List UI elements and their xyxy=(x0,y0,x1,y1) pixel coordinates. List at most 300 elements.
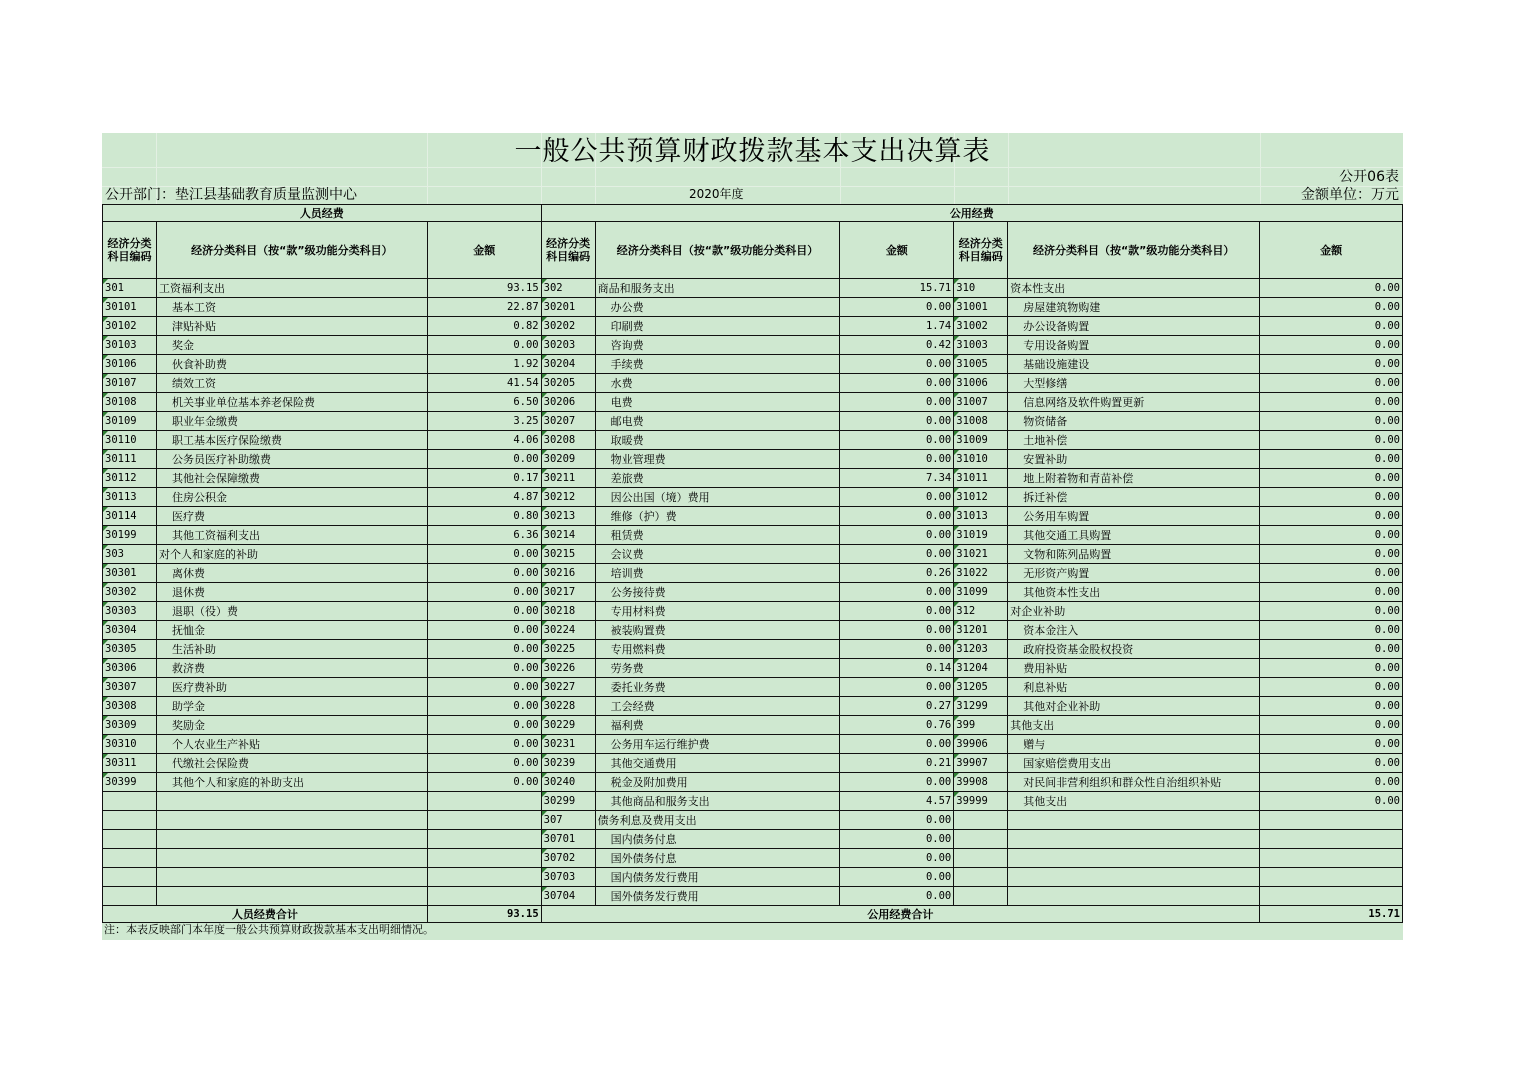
cell-name: 因公出国（境）费用 xyxy=(595,488,840,507)
table-row xyxy=(103,298,1403,317)
cell-name: 福利费 xyxy=(595,716,840,735)
cell-name: 奖励金 xyxy=(156,716,427,735)
cell-amount: 0.00 xyxy=(1260,336,1403,355)
cell-amount: 0.00 xyxy=(840,640,954,659)
cell-code: 30106 xyxy=(103,355,157,374)
cell-amount xyxy=(427,830,541,849)
cell-amount: 0.00 xyxy=(1260,621,1403,640)
cell-amount: 22.87 xyxy=(427,298,541,317)
cell-amount: 0.00 xyxy=(840,526,954,545)
cell-code xyxy=(954,811,1008,830)
cell-name: 国内债务发行费用 xyxy=(595,868,840,887)
cell-name: 无形资产购置 xyxy=(1008,564,1260,583)
cell-name: 抚恤金 xyxy=(156,621,427,640)
cell-code: 30224 xyxy=(541,621,595,640)
cell-name: 对个人和家庭的补助 xyxy=(156,545,427,564)
cell-amount: 0.00 xyxy=(1260,754,1403,773)
cell-name: 代缴社会保险费 xyxy=(156,754,427,773)
cell-code: 31008 xyxy=(954,412,1008,431)
cell-name xyxy=(156,811,427,830)
cell-amount: 0.00 xyxy=(1260,317,1403,336)
cell-code: 30239 xyxy=(541,754,595,773)
cell-name: 住房公积金 xyxy=(156,488,427,507)
cell-amount: 0.00 xyxy=(840,887,954,906)
cell-name: 物业管理费 xyxy=(595,450,840,469)
cell-amount: 0.00 xyxy=(840,602,954,621)
cell-amount: 0.00 xyxy=(840,868,954,887)
table-row xyxy=(103,735,1403,754)
cell-code: 30228 xyxy=(541,697,595,716)
cell-code xyxy=(954,849,1008,868)
cell-code: 31003 xyxy=(954,336,1008,355)
table-row xyxy=(103,336,1403,355)
table-row xyxy=(103,659,1403,678)
cell-amount: 0.00 xyxy=(427,621,541,640)
cell-amount: 0.00 xyxy=(1260,412,1403,431)
cell-amount: 0.80 xyxy=(427,507,541,526)
header-code: 经济分类科目编码 xyxy=(954,222,1008,279)
cell-code: 30101 xyxy=(103,298,157,317)
cell-code: 30227 xyxy=(541,678,595,697)
cell-amount: 0.00 xyxy=(840,488,954,507)
cell-amount: 0.17 xyxy=(427,469,541,488)
cell-code: 302 xyxy=(541,279,595,298)
cell-code: 30209 xyxy=(541,450,595,469)
cell-code: 31006 xyxy=(954,374,1008,393)
cell-code: 30299 xyxy=(541,792,595,811)
cell-name: 津贴补贴 xyxy=(156,317,427,336)
cell-name xyxy=(156,887,427,906)
cell-amount: 0.00 xyxy=(427,678,541,697)
cell-name: 土地补偿 xyxy=(1008,431,1260,450)
cell-amount: 0.00 xyxy=(1260,697,1403,716)
cell-code: 30109 xyxy=(103,412,157,431)
cell-amount: 0.00 xyxy=(1260,792,1403,811)
cell-name xyxy=(156,792,427,811)
cell-code: 30701 xyxy=(541,830,595,849)
cell-name: 培训费 xyxy=(595,564,840,583)
cell-name: 离休费 xyxy=(156,564,427,583)
cell-amount: 7.34 xyxy=(840,469,954,488)
cell-name: 其他支出 xyxy=(1008,792,1260,811)
table-row xyxy=(103,412,1403,431)
header-name: 经济分类科目（按“款”级功能分类科目） xyxy=(156,222,427,279)
cell-name: 工会经费 xyxy=(595,697,840,716)
personnel-total-amount: 93.15 xyxy=(427,906,541,923)
table-row xyxy=(103,545,1403,564)
cell-name: 其他个人和家庭的补助支出 xyxy=(156,773,427,792)
fiscal-year: 2020年度 xyxy=(689,187,744,201)
cell-amount: 0.76 xyxy=(840,716,954,735)
cell-code: 30226 xyxy=(541,659,595,678)
cell-amount: 0.00 xyxy=(427,545,541,564)
cell-code: 31201 xyxy=(954,621,1008,640)
cell-amount: 0.00 xyxy=(1260,355,1403,374)
table-row xyxy=(103,526,1403,545)
cell-amount: 0.00 xyxy=(1260,507,1403,526)
cell-amount: 0.00 xyxy=(840,545,954,564)
cell-amount: 0.00 xyxy=(1260,393,1403,412)
cell-amount: 0.00 xyxy=(840,621,954,640)
cell-name: 伙食补助费 xyxy=(156,355,427,374)
cell-code: 31204 xyxy=(954,659,1008,678)
cell-amount: 0.00 xyxy=(427,564,541,583)
cell-code: 30206 xyxy=(541,393,595,412)
cell-amount: 0.21 xyxy=(840,754,954,773)
cell-name: 医疗费补助 xyxy=(156,678,427,697)
cell-name xyxy=(1008,887,1260,906)
amount-unit: 金额单位：万元 xyxy=(1301,187,1399,203)
cell-amount: 15.71 xyxy=(840,279,954,298)
cell-name xyxy=(156,868,427,887)
cell-name: 办公设备购置 xyxy=(1008,317,1260,336)
cell-name: 退职（役）费 xyxy=(156,602,427,621)
cell-code: 30703 xyxy=(541,868,595,887)
table-row xyxy=(103,868,1403,887)
cell-code xyxy=(103,830,157,849)
cell-code: 31001 xyxy=(954,298,1008,317)
cell-name: 其他商品和服务支出 xyxy=(595,792,840,811)
cell-name: 委托业务费 xyxy=(595,678,840,697)
cell-code: 303 xyxy=(103,545,157,564)
cell-code: 30107 xyxy=(103,374,157,393)
cell-code: 31013 xyxy=(954,507,1008,526)
cell-amount: 0.00 xyxy=(1260,450,1403,469)
cell-code: 30201 xyxy=(541,298,595,317)
cell-amount: 0.00 xyxy=(1260,583,1403,602)
form-number: 公开06表 xyxy=(1339,169,1399,185)
cell-code xyxy=(103,792,157,811)
cell-code: 39999 xyxy=(954,792,1008,811)
cell-code: 31005 xyxy=(954,355,1008,374)
cell-name: 职业年金缴费 xyxy=(156,412,427,431)
table-row xyxy=(103,811,1403,830)
cell-amount: 0.00 xyxy=(840,811,954,830)
cell-code: 312 xyxy=(954,602,1008,621)
cell-amount: 0.00 xyxy=(1260,602,1403,621)
cell-code: 30110 xyxy=(103,431,157,450)
table-row xyxy=(103,887,1403,906)
cell-code: 30111 xyxy=(103,450,157,469)
cell-amount: 0.00 xyxy=(840,393,954,412)
cell-amount xyxy=(1260,887,1403,906)
cell-name: 专用燃料费 xyxy=(595,640,840,659)
cell-amount xyxy=(427,868,541,887)
cell-name xyxy=(1008,830,1260,849)
cell-name: 手续费 xyxy=(595,355,840,374)
cell-code: 30215 xyxy=(541,545,595,564)
cell-code: 30399 xyxy=(103,773,157,792)
table-row xyxy=(103,317,1403,336)
cell-amount xyxy=(1260,811,1403,830)
cell-amount: 0.00 xyxy=(840,374,954,393)
cell-amount: 0.00 xyxy=(1260,773,1403,792)
cell-amount: 0.00 xyxy=(1260,545,1403,564)
table-row xyxy=(103,849,1403,868)
cell-amount xyxy=(1260,868,1403,887)
cell-amount: 0.42 xyxy=(840,336,954,355)
cell-amount: 0.00 xyxy=(1260,564,1403,583)
cell-amount: 0.00 xyxy=(840,735,954,754)
cell-code: 30229 xyxy=(541,716,595,735)
cell-amount: 0.26 xyxy=(840,564,954,583)
cell-amount: 0.27 xyxy=(840,697,954,716)
table-row xyxy=(103,621,1403,640)
cell-name: 国内债务付息 xyxy=(595,830,840,849)
cell-name: 安置补助 xyxy=(1008,450,1260,469)
cell-amount: 0.00 xyxy=(1260,431,1403,450)
cell-amount: 0.00 xyxy=(1260,374,1403,393)
cell-code: 30307 xyxy=(103,678,157,697)
cell-code: 30112 xyxy=(103,469,157,488)
cell-amount: 0.00 xyxy=(840,773,954,792)
cell-amount: 0.00 xyxy=(840,849,954,868)
cell-name: 其他对企业补助 xyxy=(1008,697,1260,716)
cell-code: 399 xyxy=(954,716,1008,735)
cell-name: 物资储备 xyxy=(1008,412,1260,431)
cell-code: 31205 xyxy=(954,678,1008,697)
cell-name: 地上附着物和青苗补偿 xyxy=(1008,469,1260,488)
cell-name: 生活补助 xyxy=(156,640,427,659)
cell-name xyxy=(1008,849,1260,868)
cell-amount: 0.00 xyxy=(427,697,541,716)
cell-name: 公务员医疗补助缴费 xyxy=(156,450,427,469)
cell-amount: 0.14 xyxy=(840,659,954,678)
cell-name: 退休费 xyxy=(156,583,427,602)
cell-name: 大型修缮 xyxy=(1008,374,1260,393)
cell-name: 专用设备购置 xyxy=(1008,336,1260,355)
cell-name: 国家赔偿费用支出 xyxy=(1008,754,1260,773)
cell-name: 信息网络及软件购置更新 xyxy=(1008,393,1260,412)
cell-name xyxy=(1008,811,1260,830)
cell-amount: 0.00 xyxy=(840,830,954,849)
table-row xyxy=(103,602,1403,621)
cell-amount: 0.00 xyxy=(1260,659,1403,678)
cell-code: 30199 xyxy=(103,526,157,545)
cell-amount: 3.25 xyxy=(427,412,541,431)
cell-name: 医疗费 xyxy=(156,507,427,526)
table-row xyxy=(103,431,1403,450)
table-row xyxy=(103,564,1403,583)
cell-amount: 1.92 xyxy=(427,355,541,374)
cell-code: 30217 xyxy=(541,583,595,602)
cell-name: 会议费 xyxy=(595,545,840,564)
cell-code xyxy=(103,887,157,906)
cell-amount: 0.00 xyxy=(1260,526,1403,545)
table-row xyxy=(103,716,1403,735)
cell-name: 机关事业单位基本养老保险费 xyxy=(156,393,427,412)
cell-amount xyxy=(1260,830,1403,849)
cell-code: 30301 xyxy=(103,564,157,583)
table-row xyxy=(103,488,1403,507)
cell-amount: 0.00 xyxy=(1260,678,1403,697)
table-row xyxy=(103,697,1403,716)
cell-name: 取暖费 xyxy=(595,431,840,450)
cell-name: 房屋建筑物购建 xyxy=(1008,298,1260,317)
cell-code xyxy=(103,868,157,887)
cell-amount: 6.50 xyxy=(427,393,541,412)
header-amount: 金额 xyxy=(1260,222,1403,279)
table-row xyxy=(103,469,1403,488)
cell-name xyxy=(1008,868,1260,887)
cell-code: 307 xyxy=(541,811,595,830)
cell-name: 利息补贴 xyxy=(1008,678,1260,697)
cell-name: 资本性支出 xyxy=(1008,279,1260,298)
table-row xyxy=(103,450,1403,469)
cell-code: 310 xyxy=(954,279,1008,298)
cell-name: 电费 xyxy=(595,393,840,412)
cell-code: 30231 xyxy=(541,735,595,754)
cell-amount: 0.00 xyxy=(840,450,954,469)
table-note: 注：本表反映部门本年度一般公共预算财政拨款基本支出明细情况。 xyxy=(104,923,434,936)
cell-name: 费用补贴 xyxy=(1008,659,1260,678)
cell-code xyxy=(954,868,1008,887)
cell-code: 31099 xyxy=(954,583,1008,602)
cell-name: 拆迁补偿 xyxy=(1008,488,1260,507)
cell-name: 工资福利支出 xyxy=(156,279,427,298)
cell-code xyxy=(103,849,157,868)
cell-name: 其他社会保障缴费 xyxy=(156,469,427,488)
header-name: 经济分类科目（按“款”级功能分类科目） xyxy=(1008,222,1260,279)
section-personnel: 人员经费 xyxy=(103,205,542,222)
cell-amount: 0.00 xyxy=(427,602,541,621)
cell-name: 对企业补助 xyxy=(1008,602,1260,621)
cell-code: 30309 xyxy=(103,716,157,735)
cell-code xyxy=(954,830,1008,849)
cell-amount: 4.87 xyxy=(427,488,541,507)
cell-amount: 0.00 xyxy=(840,412,954,431)
cell-name: 国外债务发行费用 xyxy=(595,887,840,906)
cell-name: 差旅费 xyxy=(595,469,840,488)
cell-name: 其他交通工具购置 xyxy=(1008,526,1260,545)
section-public: 公用经费 xyxy=(541,205,1402,222)
cell-amount: 0.00 xyxy=(840,583,954,602)
cell-amount: 0.00 xyxy=(427,773,541,792)
cell-amount: 0.00 xyxy=(840,678,954,697)
cell-code: 30302 xyxy=(103,583,157,602)
header-amount: 金额 xyxy=(840,222,954,279)
cell-code: 31021 xyxy=(954,545,1008,564)
cell-amount: 4.06 xyxy=(427,431,541,450)
cell-name xyxy=(156,830,427,849)
cell-code: 30211 xyxy=(541,469,595,488)
cell-name: 其他资本性支出 xyxy=(1008,583,1260,602)
table-row xyxy=(103,393,1403,412)
cell-code: 30113 xyxy=(103,488,157,507)
table-row xyxy=(103,678,1403,697)
cell-code: 31002 xyxy=(954,317,1008,336)
cell-amount: 0.00 xyxy=(840,298,954,317)
cell-code: 30203 xyxy=(541,336,595,355)
cell-amount: 0.00 xyxy=(840,355,954,374)
cell-name: 救济费 xyxy=(156,659,427,678)
table-row xyxy=(103,374,1403,393)
cell-amount: 41.54 xyxy=(427,374,541,393)
cell-code: 31009 xyxy=(954,431,1008,450)
table-row xyxy=(103,830,1403,849)
cell-amount: 0.00 xyxy=(1260,640,1403,659)
cell-code: 30306 xyxy=(103,659,157,678)
cell-code: 39908 xyxy=(954,773,1008,792)
cell-name: 助学金 xyxy=(156,697,427,716)
cell-amount: 0.00 xyxy=(427,659,541,678)
cell-code: 31019 xyxy=(954,526,1008,545)
cell-name: 公务接待费 xyxy=(595,583,840,602)
cell-amount xyxy=(427,792,541,811)
cell-name: 水费 xyxy=(595,374,840,393)
cell-code: 31203 xyxy=(954,640,1008,659)
cell-code: 30205 xyxy=(541,374,595,393)
cell-name: 政府投资基金股权投资 xyxy=(1008,640,1260,659)
cell-code: 30108 xyxy=(103,393,157,412)
table-row xyxy=(103,279,1403,298)
cell-amount: 0.00 xyxy=(427,450,541,469)
cell-code: 31010 xyxy=(954,450,1008,469)
cell-amount xyxy=(427,849,541,868)
table-row xyxy=(103,754,1403,773)
table-row xyxy=(103,507,1403,526)
cell-name: 赠与 xyxy=(1008,735,1260,754)
personnel-total-label: 人员经费合计 xyxy=(103,906,428,923)
cell-name: 税金及附加费用 xyxy=(595,773,840,792)
cell-code: 30240 xyxy=(541,773,595,792)
cell-amount: 0.00 xyxy=(840,431,954,450)
cell-name: 被装购置费 xyxy=(595,621,840,640)
expenditure-table xyxy=(102,204,1403,923)
cell-amount: 0.00 xyxy=(1260,279,1403,298)
cell-name: 咨询费 xyxy=(595,336,840,355)
cell-amount xyxy=(427,811,541,830)
cell-name: 债务利息及费用支出 xyxy=(595,811,840,830)
cell-code: 30212 xyxy=(541,488,595,507)
cell-name: 办公费 xyxy=(595,298,840,317)
cell-code: 31299 xyxy=(954,697,1008,716)
cell-amount: 0.00 xyxy=(1260,488,1403,507)
public-total-amount: 15.71 xyxy=(1260,906,1403,923)
cell-code: 39906 xyxy=(954,735,1008,754)
table-row xyxy=(103,792,1403,811)
cell-code: 31022 xyxy=(954,564,1008,583)
public-total-label: 公用经费合计 xyxy=(541,906,1260,923)
cell-code: 31012 xyxy=(954,488,1008,507)
cell-amount: 0.00 xyxy=(427,735,541,754)
cell-amount: 0.00 xyxy=(1260,298,1403,317)
cell-code xyxy=(954,887,1008,906)
table-row xyxy=(103,640,1403,659)
cell-code: 30208 xyxy=(541,431,595,450)
page-title: 一般公共预算财政拨款基本支出决算表 xyxy=(514,136,991,167)
cell-code: 30103 xyxy=(103,336,157,355)
cell-name: 基本工资 xyxy=(156,298,427,317)
table-row xyxy=(103,773,1403,792)
cell-name: 绩效工资 xyxy=(156,374,427,393)
cell-name: 邮电费 xyxy=(595,412,840,431)
cell-name: 对民间非营利组织和群众性自治组织补贴 xyxy=(1008,773,1260,792)
cell-name: 其他支出 xyxy=(1008,716,1260,735)
cell-amount: 4.57 xyxy=(840,792,954,811)
cell-amount: 0.82 xyxy=(427,317,541,336)
cell-code: 30207 xyxy=(541,412,595,431)
header-amount: 金额 xyxy=(427,222,541,279)
cell-amount: 0.00 xyxy=(427,716,541,735)
cell-name: 公务用车购置 xyxy=(1008,507,1260,526)
header-code: 经济分类科目编码 xyxy=(103,222,157,279)
cell-code: 30102 xyxy=(103,317,157,336)
cell-amount: 0.00 xyxy=(1260,716,1403,735)
cell-name: 商品和服务支出 xyxy=(595,279,840,298)
cell-name: 奖金 xyxy=(156,336,427,355)
cell-code: 30311 xyxy=(103,754,157,773)
